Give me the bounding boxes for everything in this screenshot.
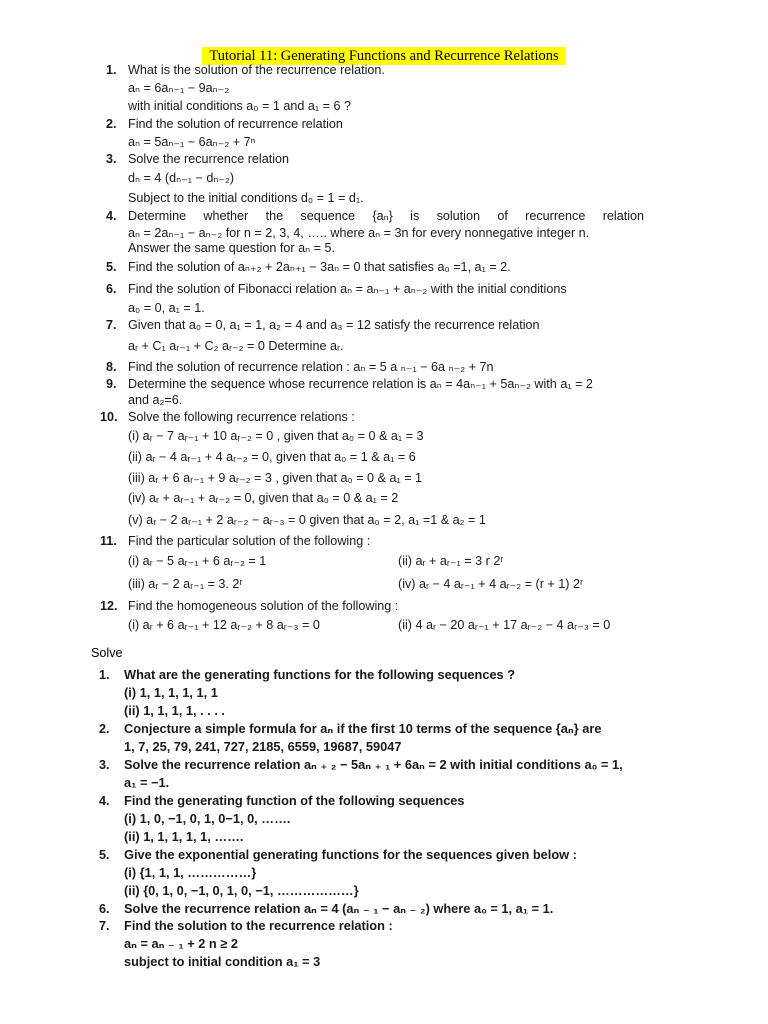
s5-item-i: (i) {1, 1, 1, ……………} xyxy=(124,865,257,880)
page-title: Tutorial 11: Generating Functions and Recurrence Relations xyxy=(202,47,566,65)
q3-number: 3. xyxy=(106,152,117,166)
q11-text: Find the particular solution of the following : xyxy=(128,534,371,548)
q1-number: 1. xyxy=(106,63,117,77)
q3-equation: dₙ = 4 (dₙ₋₁ − dₙ₋₂) xyxy=(128,171,235,185)
q5-text: Find the solution of aₙ₊₂ + 2aₙ₊₁ − 3aₙ = 0 that satisfies a₀ =1, a₁ = 2. xyxy=(128,260,511,274)
q6-text: Find the solution of Fibonacci relation aₙ = aₙ₋₁ + aₙ₋₂ with the initial conditions xyxy=(128,282,567,296)
q3-conditions: Subject to the initial conditions d₀ = 1 = d₁. xyxy=(128,191,364,205)
q9-followup: and a₂=6. xyxy=(128,393,183,407)
q4-equation: aₙ = 2aₙ₋₁ − aₙ₋₂ for n = 2, 3, 4, ….. where aₙ = 3n for every nonnegative integer n. xyxy=(128,226,590,240)
q10-item-iv: (iv) aᵣ + aᵣ₋₁ + aᵣ₋₂ = 0, given that a₀ = 0 & a₁ = 2 xyxy=(128,491,399,505)
s4-number: 4. xyxy=(99,794,110,808)
q10-item-ii: (ii) aᵣ − 4 aᵣ₋₁ + 4 aᵣ₋₂ = 0, given that a₀ = 1 & a₁ = 6 xyxy=(128,450,416,464)
q11-number: 11. xyxy=(100,534,117,548)
q8-text: Find the solution of recurrence relation : aₙ = 5 a ₙ₋₁ − 6a ₙ₋₂ + 7n xyxy=(128,360,494,374)
q8-number: 8. xyxy=(106,360,117,374)
s7-condition: subject to initial condition a₁ = 3 xyxy=(124,954,321,969)
q11-item-iv: (iv) aᵣ − 4 aᵣ₋₁ + 4 aᵣ₋₂ = (r + 1) 2ʳ xyxy=(398,577,584,591)
s3-condition: a₁ = −1. xyxy=(124,775,170,790)
s7-equation: aₙ = aₙ ₋ ₁ + 2 n ≥ 2 xyxy=(124,936,238,951)
q2-number: 2. xyxy=(106,117,117,131)
q10-text: Solve the following recurrence relations : xyxy=(128,410,355,424)
s5-number: 5. xyxy=(99,848,110,862)
q10-item-v: (v) aᵣ − 2 aᵣ₋₁ + 2 aᵣ₋₂ − aᵣ₋₃ = 0 given that a₀ = 2, a₁ =1 & a₂ = 1 xyxy=(128,513,486,527)
q4-followup: Answer the same question for aₙ = 5. xyxy=(128,241,335,255)
s4-text: Find the generating function of the following sequences xyxy=(124,793,465,808)
s2-number: 2. xyxy=(99,722,110,736)
q7-text: Given that a₀ = 0, a₁ = 1, a₂ = 4 and a₃ = 12 satisfy the recurrence relation xyxy=(128,318,540,332)
q6-number: 6. xyxy=(106,282,117,296)
q10-number: 10. xyxy=(100,410,118,424)
s6-text: Solve the recurrence relation aₙ = 4 (aₙ ₋ ₁ − aₙ ₋ ₂) where a₀ = 1, a₁ = 1. xyxy=(124,901,554,916)
q11-item-i: (i) aᵣ − 5 aᵣ₋₁ + 6 aᵣ₋₂ = 1 xyxy=(128,554,267,568)
s1-text: What are the generating functions for the following sequences ? xyxy=(124,667,516,682)
s5-text: Give the exponential generating functions for the sequences given below : xyxy=(124,847,577,862)
q7-equation: aᵣ + C₁ aᵣ₋₁ + C₂ aᵣ₋₂ = 0 Determine aᵣ. xyxy=(128,339,344,353)
q9-number: 9. xyxy=(106,377,117,391)
q11-item-ii: (ii) aᵣ + aᵣ₋₁ = 3 r 2ʳ xyxy=(398,554,504,568)
q4-text: Determine whether the sequence {aₙ} is solution of recurrence relation xyxy=(128,209,644,223)
solve-heading: Solve xyxy=(91,646,123,660)
q1-equation: aₙ = 6aₙ₋₁ − 9aₙ₋₂ xyxy=(128,81,230,95)
q9-text: Determine the sequence whose recurrence relation is aₙ = 4aₙ₋₁ + 5aₙ₋₂ with a₁ = 2 xyxy=(128,377,593,391)
q4-number: 4. xyxy=(106,209,117,223)
s7-number: 7. xyxy=(99,919,110,933)
q1-text: What is the solution of the recurrence relation. xyxy=(128,63,385,77)
s2-text: Conjecture a simple formula for aₙ if the first 10 terms of the sequence {aₙ} are xyxy=(124,721,602,736)
q5-number: 5. xyxy=(106,260,117,274)
q1-conditions: with initial conditions a₀ = 1 and a₁ = 6 ? xyxy=(128,99,352,113)
s3-number: 3. xyxy=(99,758,110,772)
q2-text: Find the solution of recurrence relation xyxy=(128,117,343,131)
s1-number: 1. xyxy=(99,668,110,682)
q12-item-i: (i) aᵣ + 6 aᵣ₋₁ + 12 aᵣ₋₂ + 8 aᵣ₋₃ = 0 xyxy=(128,618,320,632)
s4-item-i: (i) 1, 0, −1, 0, 1, 0−1, 0, ……. xyxy=(124,811,291,826)
s2-sequence: 1, 7, 25, 79, 241, 727, 2185, 6559, 19687, 59047 xyxy=(124,739,402,754)
s7-text: Find the solution to the recurrence relation : xyxy=(124,918,393,933)
q12-number: 12. xyxy=(100,599,118,613)
s5-item-ii: (ii) {0, 1, 0, −1, 0, 1, 0, −1, ………………} xyxy=(124,883,359,898)
q2-equation: aₙ = 5aₙ₋₁ − 6aₙ₋₂ + 7ⁿ xyxy=(128,135,256,149)
s3-text: Solve the recurrence relation aₙ ₊ ₂ − 5aₙ ₊ ₁ + 6aₙ = 2 with initial conditions a₀ = 1, xyxy=(124,757,623,772)
q7-number: 7. xyxy=(106,318,117,332)
q3-text: Solve the recurrence relation xyxy=(128,152,290,166)
q11-item-iii: (iii) aᵣ − 2 aᵣ₋₁ = 3. 2ʳ xyxy=(128,577,243,591)
s1-item-ii: (ii) 1, 1, 1, 1, . . . . xyxy=(124,703,225,718)
q12-text: Find the homogeneous solution of the following : xyxy=(128,599,399,613)
s1-item-i: (i) 1, 1, 1, 1, 1, 1 xyxy=(124,685,218,700)
q12-item-ii: (ii) 4 aᵣ − 20 aᵣ₋₁ + 17 aᵣ₋₂ − 4 aᵣ₋₃ = 0 xyxy=(398,618,611,632)
q6-conditions: a₀ = 0, a₁ = 1. xyxy=(128,301,205,315)
q10-item-iii: (iii) aᵣ + 6 aᵣ₋₁ + 9 aᵣ₋₂ = 3 , given that a₀ = 0 & a₁ = 1 xyxy=(128,471,423,485)
q10-item-i: (i) aᵣ − 7 aᵣ₋₁ + 10 aᵣ₋₂ = 0 , given that a₀ = 0 & a₁ = 3 xyxy=(128,429,424,443)
s4-item-ii: (ii) 1, 1, 1, 1, 1, ……. xyxy=(124,829,244,844)
s6-number: 6. xyxy=(99,902,110,916)
